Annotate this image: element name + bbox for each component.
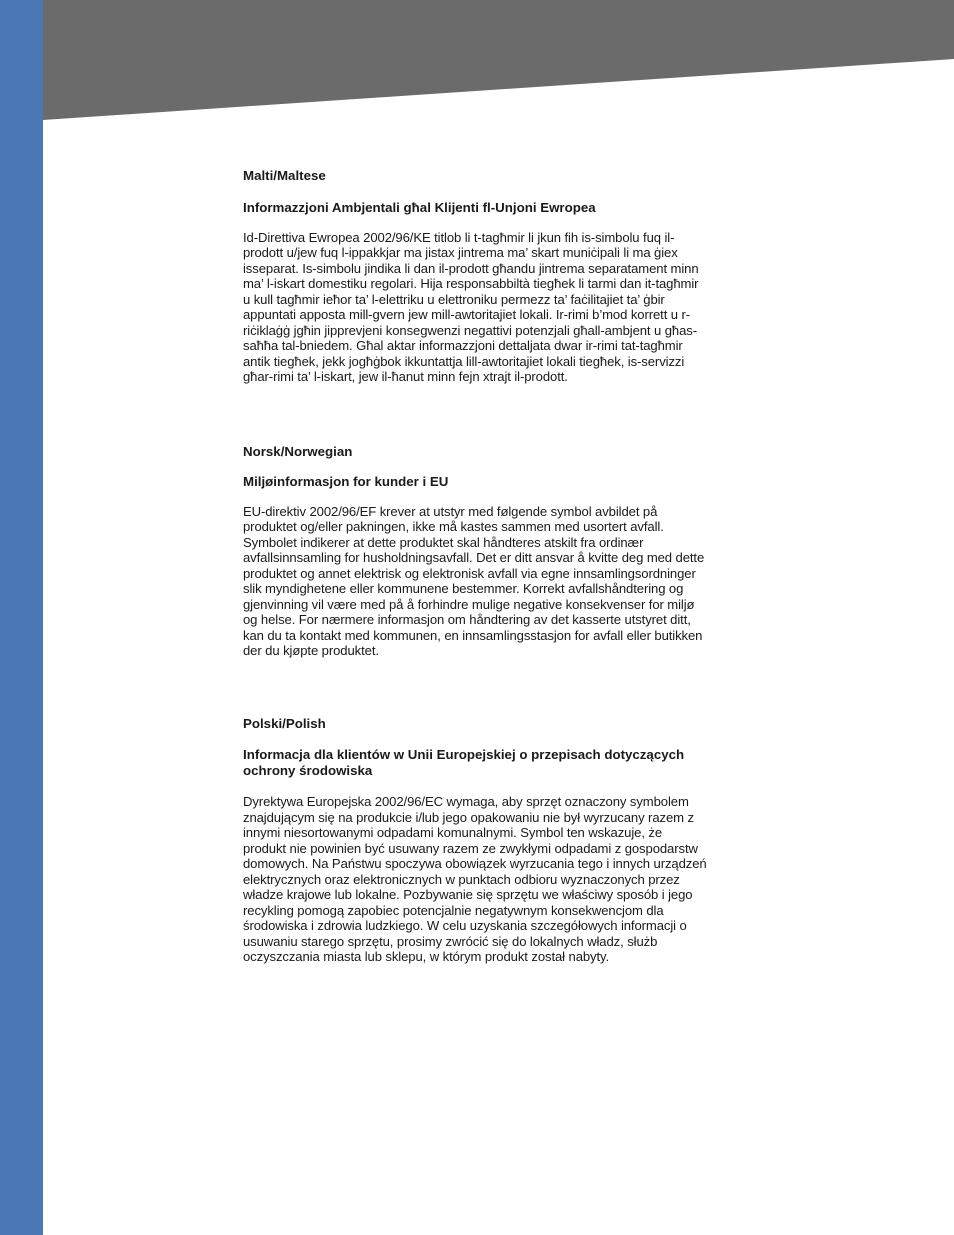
language-heading: Malti/Maltese	[243, 168, 326, 183]
left-accent-bar	[0, 0, 43, 1235]
section-polish	[243, 716, 735, 965]
section-title: Informacja dla klientów w Unii Europejskiej o przepisach dotyczących ochrony środowiska	[243, 747, 685, 778]
header-band-shape	[43, 0, 954, 125]
section-body: Dyrektywa Europejska 2002/96/EC wymaga, aby sprzęt oznaczony symbolem znajdującym się na produkcie i/lub jego opakowaniu nie był wyrzucany razem z innymi niesortowanymi odpadami komunalnymi. Symbol ten wskazuje, że produkt nie powinien być usuwany razem ze zwykłymi odpadami z gospodarstw domowych. Na Państwu spoczywa obowiązek wyrzucania tego i innych urządzeń elektrycznych oraz elektronicznych w punktach odbioru wyznaczonych przez władze krajowe lub lokalne. Pozbywanie się sprzętu we właściwy sposób i jego recykling pomogą zapobiec potencjalnie negatywnym konsekwencjom dla środowiska i zdrowia ludzkiego. W celu uzyskania szczegółowych informacji o usuwaniu starego sprzętu, prosimy zwrócić się do lokalnych władz, służb oczyszczania miasta lub sklepu, w którym produkt został nabyty.	[243, 794, 707, 965]
section-maltese	[243, 168, 735, 385]
language-heading: Polski/Polish	[243, 716, 326, 731]
section-title: Informazzjoni Ambjentali għal Klijenti fl-Unjoni Ewropea	[243, 200, 596, 215]
header-band	[43, 0, 954, 125]
language-heading: Norsk/Norwegian	[243, 444, 353, 459]
section-body: Id-Direttiva Ewropea 2002/96/KE titlob li t-tagħmir li jkun fih is-simbolu fuq il- prodott u/jew fuq l-ippakkjar ma jistax jintrema ma’ skart muniċipali li ma ġiex isseparat. Is-simbolu jindika li dan il-prodott għandu jintrema separatament minn ma’ l-iskart domestiku regolari. Hija responsabbiltà tiegħek li tarmi dan it-tagħmir u kull tagħmir ieħor ta’ l-elettriku u elettroniku permezz ta’ faċilitajiet ta’ ġbir appuntati apposta mill-gvern jew mill-awtoritajiet lokali. Ir-rimi b’mod korrett u r- riċiklaġġ jgħin jipprevjeni konsegwenzi negattivi potenzjali għall-ambjent u għas- saħħa tal-bniedem. Għal aktar informazzjoni dettaljata dwar ir-rimi tat-tagħmir antik tiegħek, jekk jogħġbok ikkuntattja lill-awtoritajiet lokali tiegħek, is-servizzi għar-rimi ta’ l-iskart, jew il-ħanut minn fejn xtrajt il-prodott.	[243, 229, 699, 385]
section-body: EU-direktiv 2002/96/EF krever at utstyr med følgende symbol avbildet på produktet og/eller pakningen, ikke må kastes sammen med usortert avfall. Symbolet indikerer at dette produktet skal håndteres atskilt fra ordinær avfallsinnsamling for husholdningsavfall. Det er ditt ansvar å kvitte deg med dette produktet og annet elektrisk og elektronisk avfall via egne innsamlingsordninger slik myndighetene eller kommunene bestemmer. Korrekt avfallshåndtering og gjenvinning vil være med på å forhindre mulige negative konsekvenser for miljø og helse. For nærmere informasjon om håndtering av det kasserte utstyret ditt, kan du ta kontakt med kommunen, en innsamlingsstasjon for avfall eller butikken der du kjøpte produktet.	[243, 503, 705, 659]
section-title: Miljøinformasjon for kunder i EU	[243, 474, 449, 489]
section-norwegian	[243, 444, 735, 659]
